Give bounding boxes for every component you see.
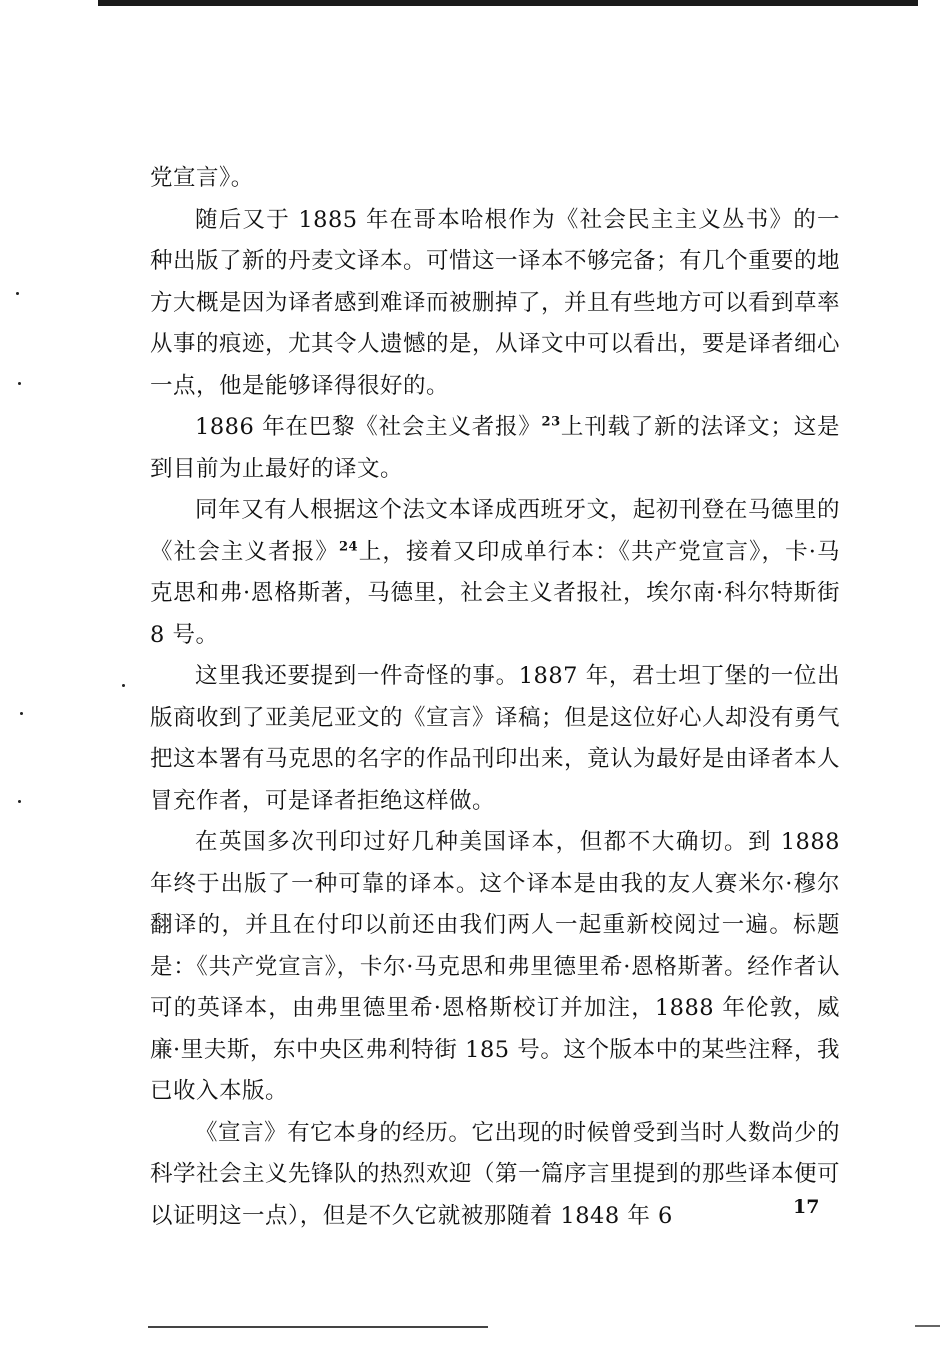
bottom-rule-mark — [915, 1325, 940, 1327]
paragraph-text: 同年又有人根据这个法文本译成西班牙文，起初刊登在马德里的《社会主义者报》 — [150, 497, 840, 565]
scan-speck — [18, 800, 21, 803]
paragraph-text: 上刊载了新的法译文；这是到目前为止最好的译文。 — [150, 414, 840, 482]
top-rule — [98, 0, 918, 6]
footnote-reference[interactable]: 23 — [541, 414, 561, 430]
scan-speck — [16, 292, 19, 295]
footnote-reference[interactable]: 24 — [339, 539, 359, 554]
bottom-rule — [148, 1326, 488, 1328]
scan-speck — [18, 382, 21, 385]
scan-speck — [20, 712, 23, 715]
scan-speck — [122, 684, 125, 687]
paragraph-text: 上，接着又印成单行本：《共产党宣言》，卡·马克思和弗·恩格斯著，马德里，社会主义者报社，埃尔南·科尔特斯街 8 号。 — [150, 538, 840, 648]
page-number: 17 — [793, 1196, 820, 1218]
paragraph: 随后又于 1885 年在哥本哈根作为《社会民主主义丛书》的一种出版了新的丹麦文译本。可惜这一译本不够完备；有几个重要的地方大概是因为译者感到难译而被删掉了，并且有些地方可以看到草率从事的痕迹，尤其令人遗憾的是，从译文中可以看出，要是译者细心一点，他是能够译得很好的。 — [150, 206, 841, 399]
paragraph: 党宣言》。 — [150, 165, 254, 191]
paragraph: 这里我还要提到一件奇怪的事。1887 年，君士坦丁堡的一位出版商收到了亚美尼亚文的《宣言》译稿；但是这位好心人却没有勇气把这本署有马克思的名字的作品刊印出来，竟认为最好是由译者本人冒充作者，可是译者拒绝这样做。 — [150, 663, 841, 814]
paragraph: 《宣言》有它本身的经历。它出现的时候曾受到当时人数尚少的科学社会主义先锋队的热烈欢迎（第一篇序言里提到的那些译本便可以证明这一点），但是不久它就被那随着 1848 年 6 — [150, 1119, 841, 1229]
body-text — [150, 158, 840, 1237]
paragraph-text: 1886 年在巴黎《社会主义者报》 — [195, 414, 542, 440]
paragraph — [150, 490, 840, 656]
paragraph: 在英国多次刊印过好几种美国译本，但都不大确切。到 1888 年终于出版了一种可靠的译本。这个译本是由我的友人赛米尔·穆尔翻译的，并且在付印以前还由我们两人一起重新校阅过一遍。标题是：《共产党宣言》，卡尔·马克思和弗里德里希·恩格斯著。经作者认可的英译本，由弗里德里希·恩格斯校订并加注，1888 年伦敦，威廉·里夫斯，东中央区弗利特街 185 号。这个版本中的某些注释，我已收入本版。 — [150, 829, 840, 1104]
paragraph — [150, 407, 840, 490]
